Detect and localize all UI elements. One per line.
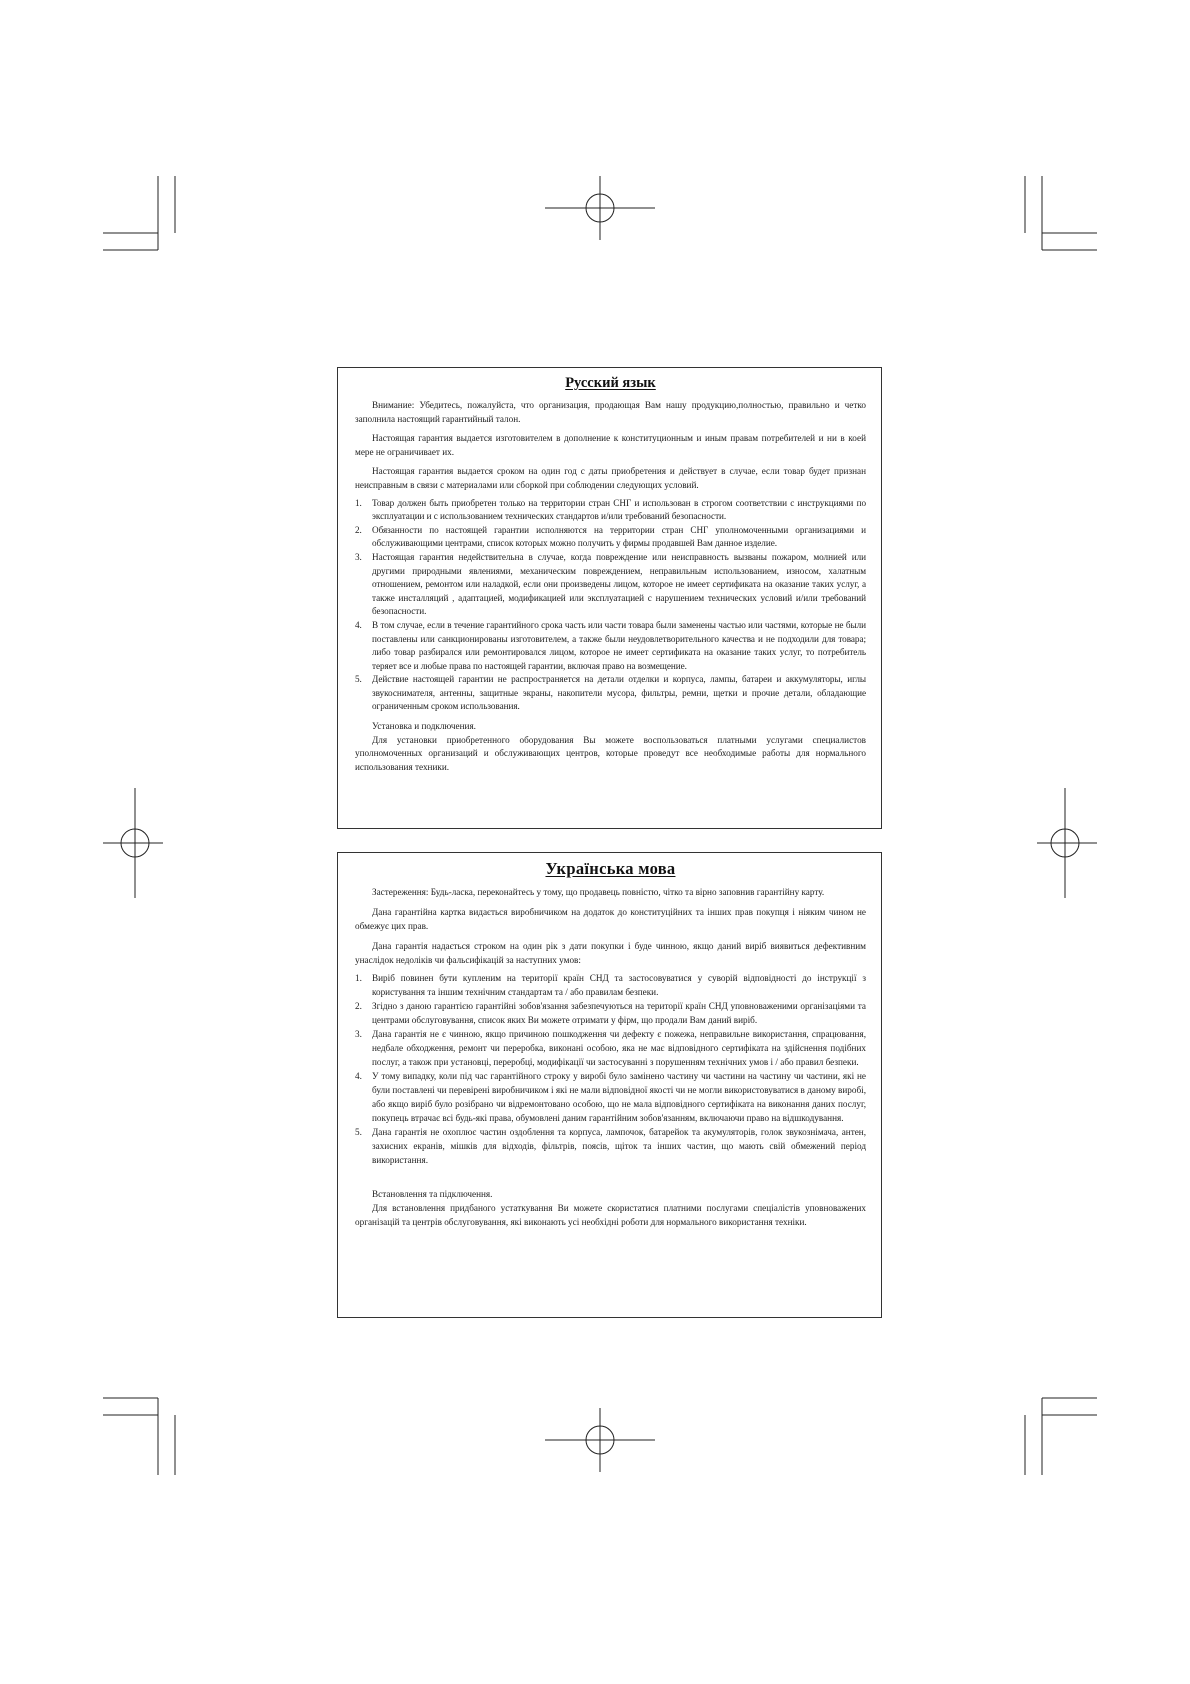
item-text: Дана гарантія не є чинною, якщо причиною пошкодження чи дефекту є пожежа, неправильне використання, спрацювання, недбале обходження, ремонт чи переробка, виконані особою, яка не має відповідного сертифіката на здійснення подібних послуг, а також при установці, переробці, модифікації чи застосуванні з порушенням технічних умов і / або правил безпеки. [372,1029,866,1067]
item-number: 1. [355,497,362,508]
russian-condition-item [355,524,866,551]
registration-mark-right [1037,788,1097,898]
ukrainian-conditions-list [355,971,866,1167]
item-text: Действие настоящей гарантии не распространяется на детали отделки и корпуса, лампы, батареи и аккумуляторы, иглы звукоснимателя, антенны, защитные экраны, накопители мусора, фильтры, ремни, щетки и прочие детали, обладающие ограниченным сроком использования. [372,674,866,712]
item-number: 2. [355,1001,362,1011]
ukrainian-paragraph: Дана гарантійна картка видається виробничиком на додаток до конституційних та інших прав покупця і ніяким чином не обмежує цих прав. [355,907,866,931]
item-text: В том случае, если в течение гарантийного срока часть или части товара были заменены частью или частями, которые не были поставлены или санкционированы изготовителем, а также были неудовлетворительного качества и не подходили для товара; либо товар разбирался или ремонтировался лицом, которое не имеет сертификата на оказание таких услуг, то потребитель теряет все и любые права по настоящей гарантии, включая право на возмещение. [372,619,866,671]
ukrainian-condition-item [355,1125,866,1167]
crop-mark-top-left [103,176,175,250]
ukrainian-install-text: Для встановлення придбаного устаткування Ви можете скористатися платними послугами спеціалістів уповноважених організацій та центрів обслуговування, які виконають усі необхідні роботи для нормального використання техніки. [355,1203,866,1227]
registration-mark-top [545,176,655,240]
item-number: 1. [355,973,362,983]
item-number: 5. [355,674,362,685]
ukrainian-condition-item [355,1027,866,1069]
item-number: 3. [355,1029,362,1039]
item-number: 4. [355,619,362,630]
item-text: Згідно з даною гарантією гарантійні зобов'язання забезпечуються на території країн СНД уповноваженими організаціями та центрами обслуговування, список яких Ви можете отримати у фірм, що продали Вам даний виріб. [372,1001,866,1025]
ukrainian-install-heading: Встановлення та підключення. [372,1189,493,1199]
russian-conditions-list [355,497,866,715]
item-number: 5. [355,1127,362,1137]
registration-mark-bottom [545,1408,655,1472]
ukrainian-condition-item [355,1069,866,1125]
russian-condition-item [355,673,866,714]
russian-condition-item [355,497,866,524]
russian-condition-item [355,619,866,673]
russian-paragraph: Внимание: Убедитесь, пожалуйста, что организация, продающая Вам нашу продукцию,полностью, правильно и четко заполнила настоящий гарантийный талон. [355,400,866,424]
item-text: Виріб повинен бути купленим на території країн СНД та застосовуватися у суворій відповідності до інструкції з користування та іншим технічним стандартам та / або правилам безпеки. [372,973,866,997]
ukrainian-paragraph: Дана гарантія надається строком на один рік з дати покупки і буде чинною, якщо даний виріб виявиться дефективним унаслідок недоліків чи фальсифікацій за наступних умов: [355,941,866,965]
item-text: У тому випадку, коли під час гарантійного строку у виробі було замінено частину чи частини на частину чи частини, які не були поставлені чи перевірені виробничиком і які не мали відповідної якості чи не могли використовуватися в даному виробі, або якщо виріб було розібрано чи відремонтовано особою, що не мала відповідного сертифіката на виконання даних послуг, покупець втрачає всі будь-які права, обумовлені даним гарантійним зобов'язанням, включаючи право на відшкодування. [372,1071,866,1123]
item-text: Обязанности по настоящей гарантии исполняются на территории стран СНГ уполномоченными организациями и обслуживающими центрами, список которых можно получить у фирмы продавшей Вам данное изделие. [372,524,866,549]
russian-paragraph: Настоящая гарантия выдается сроком на один год с даты приобретения и действует в случае, если товар будет признан неисправным в связи с материалами или сборкой при соблюдении следующих условий. [355,466,866,490]
item-number: 2. [355,524,362,535]
crop-mark-bottom-left [103,1398,175,1475]
item-text: Настоящая гарантия недействительна в случае, когда повреждение или неисправность вызваны пожаром, молнией или другими природными явлениями, механическим повреждением, неправильным использованием, износом, халатным отношением, ремонтом или наладкой, если они произведены лицом, которое не имеет сертификата на оказание таких услуг, а также инсталляций , адаптацией, модификацией или эксплуатацией с нарушением технических условий и/или требований безопасности. [372,551,866,617]
russian-install-text: Для установки приобретенного оборудования Вы можете воспользоваться платными услугами специалистов уполномоченных организаций и обслуживающих центров, которые проведут все необходимые работы для нормального использования техники. [355,734,866,772]
ukrainian-condition-item [355,971,866,999]
registration-mark-left [103,788,163,898]
item-number: 3. [355,551,362,562]
russian-paragraph: Настоящая гарантия выдается изготовителем в дополнение к конституционным и иным правам потребителей и ни в коей мере не ограничивает их. [355,433,866,457]
russian-install-heading: Установка и подключения. [372,721,476,732]
russian-warranty-section [337,367,882,829]
item-text: Дана гарантія не охоплює частин оздоблення та корпуса, лампочок, батарейок та акумуляторів, голок звукознімача, антен, захисних екранів, мішків для відходів, фільтрів, поясів, щіток та інших частин, що мають свій обмежений період використання. [372,1127,866,1165]
russian-condition-item [355,551,866,619]
item-number: 4. [355,1071,362,1081]
ukrainian-section-title: Українська мова [545,859,676,878]
crop-mark-top-right [1025,176,1097,250]
section-spacer [355,1173,866,1187]
russian-section-title: Русский язык [565,375,656,391]
crop-mark-bottom-right [1025,1398,1097,1475]
ukrainian-warranty-section [337,852,882,1318]
ukrainian-condition-item [355,999,866,1027]
item-text: Товар должен быть приобретен только на территории стран СНГ и использован в строгом соответствии с инструкциями по эксплуатации и с использованием технических стандартов и/или требований безопасности. [372,497,866,522]
ukrainian-paragraph: Застереження: Будь-ласка, переконайтесь у тому, що продавець повністю, чітко та вірно заповнив гарантійну карту. [372,887,825,897]
